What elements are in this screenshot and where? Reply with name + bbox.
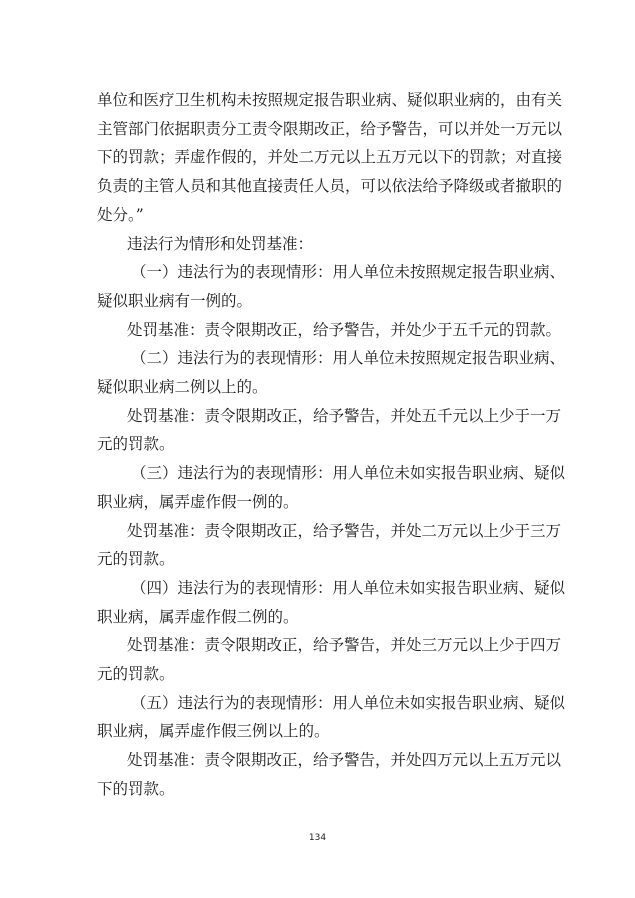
text-line: 疑似职业病二例以上的。 [97,378,268,396]
case-5-description: （五）违法行为的表现情形：用人单位未如实报告职业病、疑似 [131,693,566,712]
text-line: 下的罚款；弄虚作假的，并处二万元以上五万元以下的罚款；对直接 [97,148,563,167]
page-number: 134 [308,833,327,843]
text-line: 处分。” [97,205,144,224]
text-line: 下的罚款。 [97,779,175,798]
case-3-penalty: 处罚基准：责令限期改正，给予警告，并处二万元以上少于三万 [127,521,562,540]
text-line: 单位和医疗卫生机构未按照规定报告职业病、疑似职业病的，由有关 [97,91,563,109]
case-4-penalty: 处罚基准：责令限期改正，给予警告，并处三万元以上少于四万 [127,636,562,655]
case-2-penalty: 处罚基准：责令限期改正，给予警告，并处五千元以上少于一万 [127,406,562,425]
case-3-description: （三）违法行为的表现情形：用人单位未如实报告职业病、疑似 [131,464,566,483]
text-line: 职业病，属弄虚作假一例的。 [97,492,299,511]
text-line: 疑似职业病有一例的。 [97,291,253,310]
text-line: 元的罚款。 [97,665,175,683]
case-5-penalty: 处罚基准：责令限期改正，给予警告，并处四万元以上五万元以 [127,751,562,770]
text-line: 主管部门依据职责分工责令限期改正，给予警告，可以并处一万元以 [97,119,563,138]
text-line: 元的罚款。 [97,550,175,569]
case-1-description: （一）违法行为的表现情形：用人单位未按照规定报告职业病、 [131,263,566,282]
text-line: 负责的主管人员和其他直接责任人员，可以依法给予降级或者撤职的 [97,177,563,196]
case-4-description: （四）违法行为的表现情形：用人单位未如实报告职业病、疑似 [131,578,566,597]
text-line: 职业病，属弄虚作假二例的。 [97,607,299,626]
text-line: 元的罚款。 [97,435,175,454]
case-1-penalty: 处罚基准：责令限期改正，给予警告，并处少于五千元的罚款。 [127,320,562,339]
section-heading: 违法行为情形和处罚基准： [127,234,314,253]
text-line: 职业病，属弄虚作假三例以上的。 [97,722,330,741]
case-2-description: （二）违法行为的表现情形：用人单位未按照规定报告职业病、 [131,349,566,368]
